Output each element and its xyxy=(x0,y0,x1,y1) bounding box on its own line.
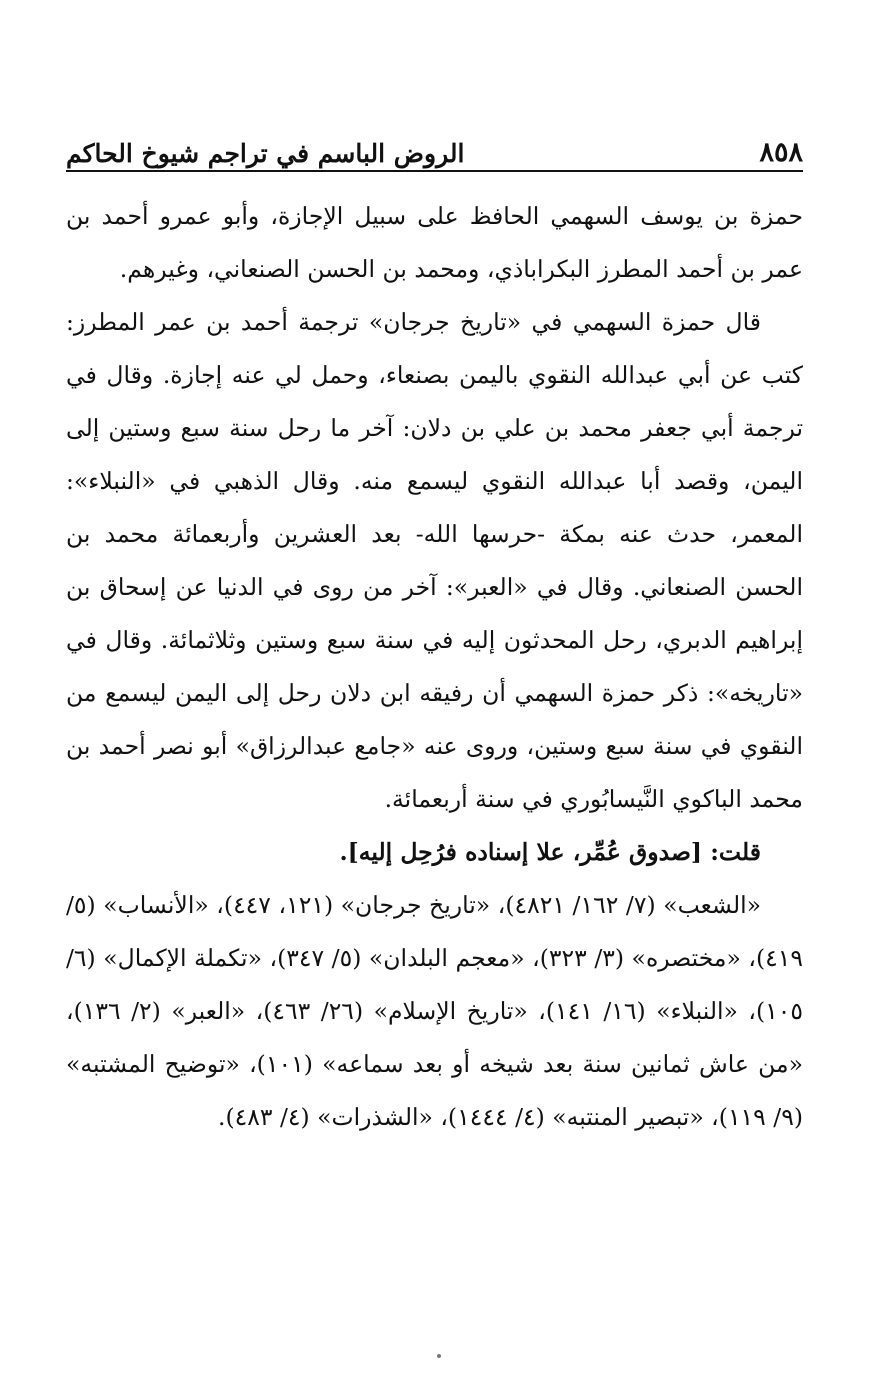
paragraph-continuation: حمزة بن يوسف السهمي الحافظ على سبيل الإجازة، وأبو عمرو أحمد بن عمر بن أحمد المطرز البكراباذي، ومحمد بن الحسن الصنعاني، وغيرهم. xyxy=(66,202,803,283)
paragraph-biography: قال حمزة السهمي في «تاريخ جرجان» ترجمة أحمد بن عمر المطرز: كتب عن أبي عبدالله النقوي باليمن بصنعاء، وحمل لي عنه إجازة. وقال في ترجمة أبي جعفر محمد بن علي بن دلان: آخر ما رحل سنة سبع وستين إلى اليمن، وقصد أبا عبدالله النقوي ليسمع منه. وقال الذهبي في «النبلاء»: المعمر، حدث عنه بمكة -حرسها الله- بعد العشرين وأربعمائة محمد بن الحسن الصنعاني. وقال في «العبر»: آخر من روى في الدنيا عن إسحاق بن إبراهيم الدبري، رحل المحدثون إليه في سنة سبع وستين وثلاثمائة. وقال في «تاريخه»: ذكر حمزة السهمي أن رفيقه ابن دلان رحل إلى اليمن ليسمع من النقوي في سنة سبع وستين، وروى عنه «جامع عبدالرزاق» أبو نصر أحمد بن محمد الباكوي النَّيسابُوري في سنة أربعمائة. xyxy=(66,308,803,813)
sources-paragraph: «الشعب» (٧/ ١٦٢/ ٤٨٢١)، «تاريخ جرجان» (١٢١، ٤٤٧)، «الأنساب» (٥/ ٤١٩)، «مختصره» (٣/ ٣٢٣)، «معجم البلدان» (٥/ ٣٤٧)، «تكملة الإكمال» (٦/ ١٠٥)، «النبلاء» (١٦/ ١٤١)، «تاريخ الإسلام» (٢٦/ ٤٦٣)، «العبر» (٢/ ١٣٦)، «من عاش ثمانين سنة بعد شيخه أو بعد سماعه» (١٠١)، «توضيح المشتبه» (٩/ ١١٩)، «تبصير المنتبه» (٤/ ١٤٤٤)، «الشذرات» (٤/ ٤٨٣). xyxy=(66,891,804,1131)
header-rule xyxy=(66,170,803,172)
running-header xyxy=(66,126,803,166)
verdict-line: قلت: [صدوق عُمِّر، علا إسناده فرُحِل إليه]. xyxy=(339,838,761,866)
scan-dot xyxy=(437,1354,441,1358)
page-number: ٨٥٨ xyxy=(759,137,803,168)
running-title: الروض الباسم في تراجم شيوخ الحاكم xyxy=(66,139,465,168)
main-text xyxy=(66,190,803,1144)
